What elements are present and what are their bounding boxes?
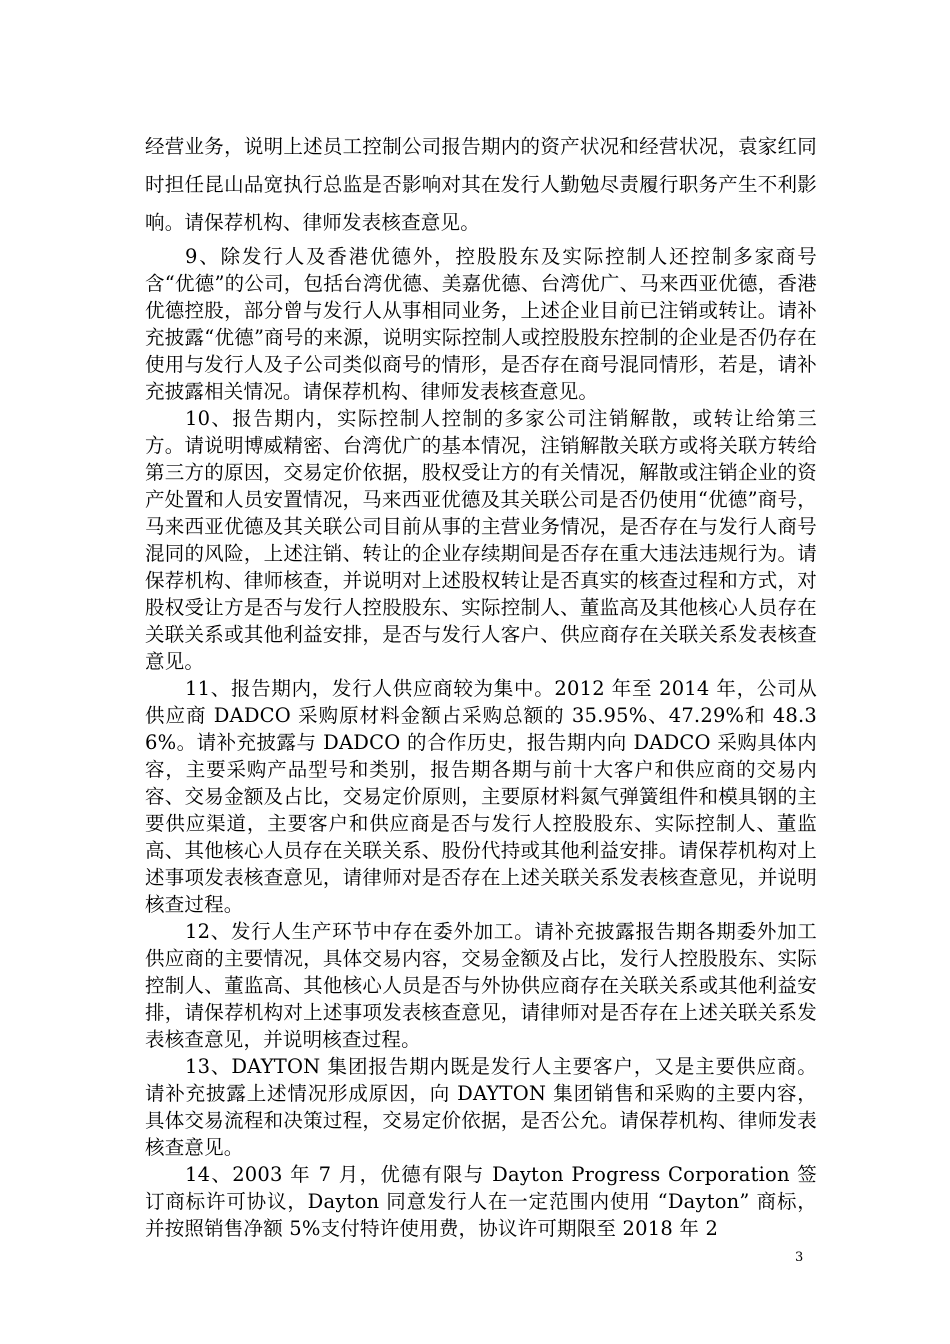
paragraph-continuation: 经营业务，说明上述员工控制公司报告期内的资产状况和经营状况，袁家红同时担任昆山品宽执行总监是否影响对其在发行人勤勉尽责履行职务产生不利影响。请保荐机构、律师发表核查意见。: [145, 135, 817, 234]
page-number: 3: [795, 1250, 804, 1265]
paragraph-item-13: 13、DAYTON 集团报告期内既是发行人主要客户，又是主要供应商。请补充披露上述情况形成原因，向 DAYTON 集团销售和采购的主要内容，具体交易流程和决策过程，交易定价依据，是否公允。请保荐机构、律师发表核查意见。: [145, 1055, 817, 1159]
document-body: [145, 128, 817, 1242]
paragraph-item-9: 9、除发行人及香港优德外，控股股东及实际控制人还控制多家商号含“优德”的公司，包括台湾优德、美嘉优德、台湾优广、马来西亚优德，香港优德控股，部分曾与发行人从事相同业务，上述企业目前已注销或转让。请补充披露“优德”商号的来源，说明实际控制人或控股股东控制的企业是否仍存在使用与发行人及子公司类似商号的情形，是否存在商号混同情形，若是，请补充披露相关情况。请保荐机构、律师发表核查意见。: [145, 245, 817, 403]
paragraph-item-14: 14、2003 年 7 月，优德有限与 Dayton Progress Corporation 签订商标许可协议，Dayton 同意发行人在一定范围内使用 “Dayton” 商标，并按照销售净额 5%支付特许使用费，协议许可期限至 2018 年 2: [145, 1163, 817, 1240]
paragraph-item-10: 10、报告期内，实际控制人控制的多家公司注销解散，或转让给第三方。请说明博威精密、台湾优广的基本情况，注销解散关联方或将关联方转给第三方的原因，交易定价依据，股权受让方的有关情况，解散或注销企业的资产处置和人员安置情况，马来西亚优德及其关联公司是否仍使用“优德”商号，马来西亚优德及其关联公司目前从事的主营业务情况，是否存在与发行人商号混同的风险，上述注销、转让的企业存续期间是否存在重大违法违规行为。请保荐机构、律师核查，并说明对上述股权转让是否真实的核查过程和方式，对股权受让方是否与发行人控股股东、实际控制人、董监高及其他核心人员存在关联关系或其他利益安排，是否与发行人客户、供应商存在关联关系发表核查意见。: [145, 407, 817, 673]
paragraph-item-11: 11、报告期内，发行人供应商较为集中。2012 年至 2014 年，公司从供应商 DADCO 采购原材料金额占采购总额的 35.95%、47.29%和 48.36%。请补充披露与 DADCO 的合作历史，报告期内向 DADCO 采购具体内容，主要采购产品型号和类别，报告期各期与前十大客户和供应商的交易内容、交易金额及占比，交易定价原则，主要原材料氮气弹簧组件和模具钢的主要供应渠道，主要客户和供应商是否与发行人控股股东、实际控制人、董监高、其他核心人员存在关联关系、股份代持或其他利益安排。请保荐机构对上述事项发表核查意见，请律师对是否存在上述关联关系发表核查意见，并说明核查过程。: [145, 677, 817, 916]
paragraph-item-12: 12、发行人生产环节中存在委外加工。请补充披露报告期各期委外加工供应商的主要情况，具体交易内容，交易金额及占比，发行人控股股东、实际控制人、董监高、其他核心人员是否与外协供应商存在关联关系或其他利益安排，请保荐机构对上述事项发表核查意见，请律师对是否存在上述关联关系发表核查意见，并说明核查过程。: [145, 920, 817, 1051]
